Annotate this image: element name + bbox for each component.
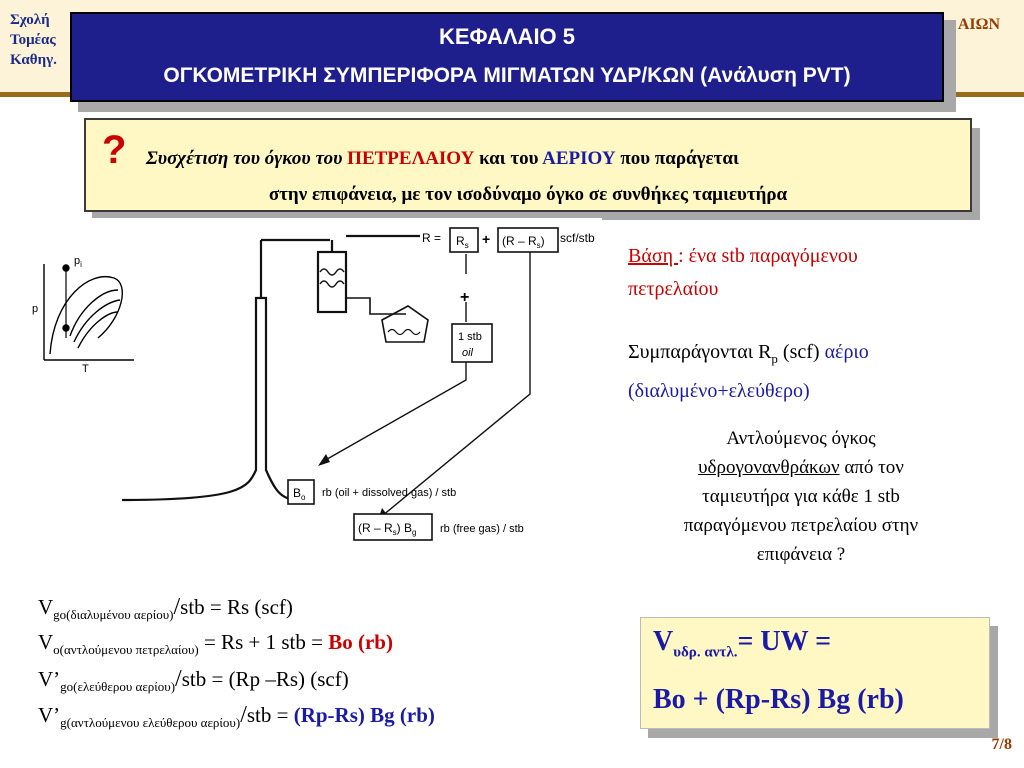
rrs-box-label: $(R - R_s)$ (502, 234, 545, 250)
wellbore (122, 298, 298, 500)
phase-envelope (50, 277, 122, 354)
chapter-subtitle: ΟΓΚΟΜΕΤΡΙΚΗ ΣΥΜΠΕΡΙΦΟΡΑ ΜΙΓΜΑΤΩΝ ΥΔΡ/ΚΩΝ (Ανάλυση PVT) (163, 64, 851, 87)
bg-description: rb (free gas) / stb (440, 523, 524, 535)
basis-label: Βάση (628, 245, 679, 267)
phase-label-pi: $p_i$ (74, 255, 82, 269)
eq1-slash: / (173, 594, 181, 620)
coproduced-line-2: (διαλυμένο+ελεύθερο) (628, 380, 810, 402)
header-right-text: ΑΙΩΝ (957, 16, 1000, 33)
explanation-panel (618, 226, 984, 578)
question-oil: ΠΕΤΡΕΛΑΙΟΥ (347, 148, 475, 169)
eq4-rest: stb = (246, 703, 294, 727)
phase-label-p: p (32, 303, 39, 315)
pumped-line-3: ταμιευτήρα για κάθε 1 stb (702, 486, 900, 507)
basis-line-1 (628, 240, 858, 273)
question-line-2: στην επιφάνεια, με τον ισοδύναμο όγκο σε συνθήκες ταμιευτήρα (268, 184, 788, 205)
question-box (84, 118, 972, 212)
basis-text-1: : ένα stb παραγόμενου (678, 245, 858, 267)
eq1-rest: stb = Rs (scf) (180, 595, 293, 619)
result-line-1 (653, 626, 831, 662)
question-gas: ΑΕΡΙΟΥ (542, 148, 616, 169)
question-mark-icon: ? (102, 128, 127, 172)
volume-equations (38, 594, 435, 738)
question-text-3: που παράγεται (615, 148, 739, 169)
bo-description: rb (oil + dissolved gas) / stb (322, 487, 457, 499)
question-text-2: και του (474, 148, 543, 169)
eq3-rest: stb = (Rp –Rs) (scf) (181, 667, 349, 691)
eq2-rest: = Rs + 1 stb = (198, 630, 329, 654)
question-text-1: Συσχέτιση του όγκου του (146, 148, 348, 169)
header-line-3: Καθηγ. (10, 52, 57, 68)
coproduced-sub: p (771, 351, 778, 366)
coproduced-block (628, 336, 869, 408)
page-number: 7/8 (991, 736, 1012, 753)
header-line-2: Τομέας (10, 32, 56, 48)
result-box (640, 617, 990, 729)
eq4-sub: g(αντλούμενου ελεύθερου αερίου) (60, 715, 241, 731)
phase-point-p (63, 325, 69, 331)
eq3-slash: / (175, 666, 182, 692)
coproduced-text-2: (scf) (777, 341, 825, 363)
question-line-1 (146, 148, 739, 170)
plus-sign-1: + (482, 231, 491, 247)
equation-3 (38, 666, 435, 702)
equation-1 (38, 594, 435, 630)
pumped-line-1: Αντλούμενος όγκος (726, 428, 876, 449)
pumped-volume-block (618, 424, 984, 569)
eq4-answer-1: (Rp-Rs (293, 703, 358, 727)
result-sub: υδρ. αντλ. (673, 644, 738, 661)
rs-box-label: $R_s$ (456, 234, 469, 250)
eq4-answer-2: ) Bg (rb) (357, 703, 435, 727)
bo-box-label: $B_o$ (293, 486, 306, 502)
coproduced-gas: αέριο (824, 341, 869, 363)
pumped-line-4: παραγόμενου πετρελαίου στην (683, 515, 919, 536)
eq4-slash: / (240, 702, 247, 728)
equation-4 (38, 702, 435, 738)
eq1-sub: go(διαλυμένου αερίου) (53, 607, 174, 623)
stb-oil-line2: oil (462, 347, 474, 359)
plus-sign-2: + (460, 289, 470, 306)
pumped-line-2-rest: από τον (839, 457, 904, 478)
arrow-to-bo (322, 362, 466, 462)
stb-oil-line1: 1 stb (458, 331, 482, 343)
pumped-underlined: υδρογονανθράκων (698, 457, 840, 478)
pumped-line-5: επιφάνεια ? (756, 544, 846, 565)
eq2-answer: Bo (rb) (328, 630, 393, 654)
r-label: R = (422, 231, 442, 245)
eq1-symbol: V (38, 595, 54, 619)
equation-2 (38, 630, 435, 666)
header-line-1: Σχολή (10, 12, 50, 28)
eq2-sub: o(αντλούμενου πετρελαίου) (53, 642, 199, 658)
basis-block (628, 240, 858, 306)
result-rest: = UW = (737, 626, 832, 657)
phase-diagram (44, 264, 134, 360)
production-diagram (30, 218, 602, 578)
result-line-2: Bo + (Rp-Rs) Bg (rb) (653, 684, 904, 715)
phase-label-t: T (82, 363, 89, 375)
slide-title-box (70, 12, 944, 102)
chapter-title: ΚΕΦΑΛΑΙΟ 5 (438, 24, 576, 49)
header-institution (10, 10, 57, 70)
coproduced-line-1 (628, 336, 869, 375)
pumped-line-2 (618, 453, 984, 482)
bg-box-label: $(R - R_s)$ $B_g$ (358, 521, 417, 537)
phase-point-pi (63, 265, 69, 271)
scf-stb-label: scf/stb (560, 231, 595, 245)
eq4-symbol: V’ (38, 703, 61, 727)
coproduced-text-1: Συμπαράγονται R (628, 341, 772, 363)
eq3-sub: go(ελεύθερου αερίου) (60, 679, 176, 695)
eq3-symbol: V’ (38, 667, 61, 691)
basis-text-2: πετρελαίου (628, 278, 719, 300)
result-symbol: V (653, 626, 674, 657)
stock-tank (382, 306, 428, 342)
arrow-to-bg (382, 248, 530, 516)
eq2-symbol: V (38, 630, 54, 654)
